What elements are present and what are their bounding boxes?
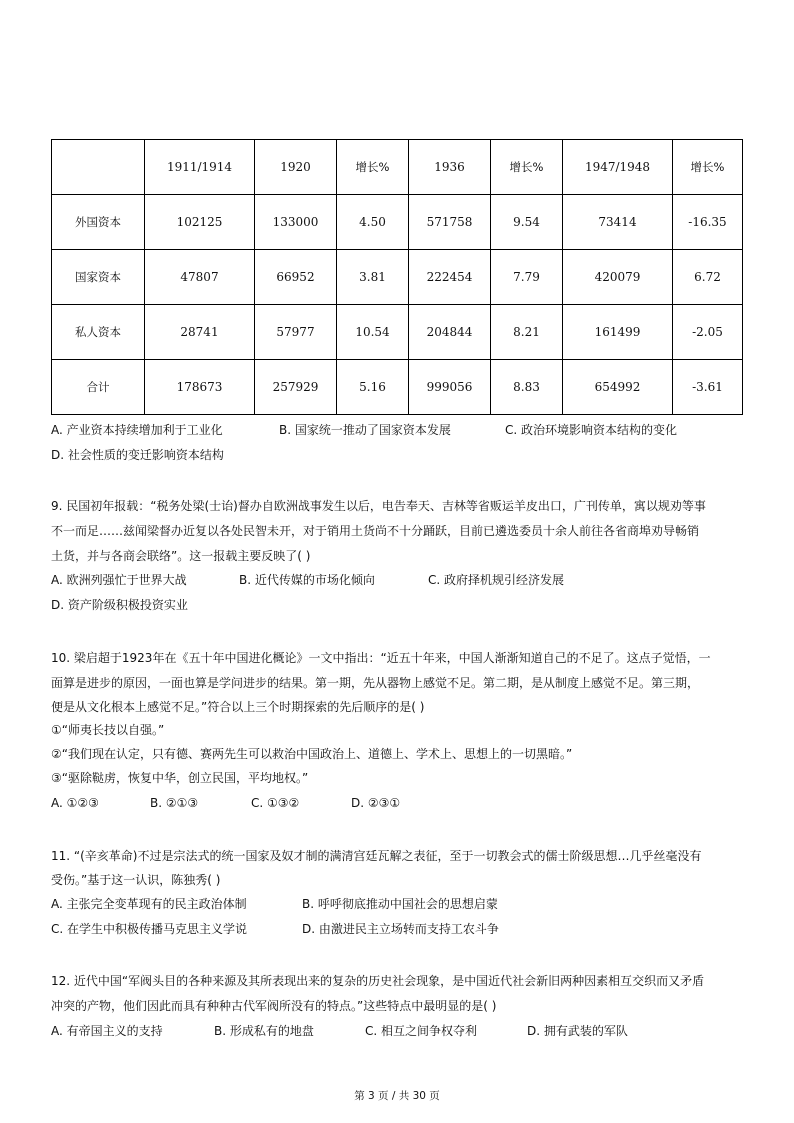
q12-option-c[interactable]: C. 相互之间争权夺利 [365, 1024, 478, 1038]
table-cell: 8.21 [491, 305, 563, 360]
table-cell: 6.72 [673, 250, 743, 305]
table-cell: 1947/1948 [563, 140, 673, 195]
table-cell: 4.50 [337, 195, 409, 250]
table-cell: 571758 [409, 195, 491, 250]
table-row [52, 360, 743, 415]
table-row [52, 250, 743, 305]
table-cell: 7.79 [491, 250, 563, 305]
table-cell: 1911/1914 [145, 140, 255, 195]
q11-option-d[interactable]: D. 由激进民主立场转而支持工农斗争 [302, 922, 499, 936]
table-cell: 外国资本 [52, 195, 145, 250]
table-cell: 28741 [145, 305, 255, 360]
q11-option-c[interactable]: C. 在学生中积极传播马克思主义学说 [51, 922, 248, 936]
table-row [52, 305, 743, 360]
q11-option-a[interactable]: A. 主张完全变革现有的民主政治体制 [51, 897, 247, 911]
q9-option-b[interactable]: B. 近代传媒的市场化倾向 [239, 573, 375, 587]
table-cell: 66952 [255, 250, 337, 305]
table-cell: 9.54 [491, 195, 563, 250]
table-row [52, 195, 743, 250]
table-cell: 257929 [255, 360, 337, 415]
table-cell: 10.54 [337, 305, 409, 360]
q9-option-d[interactable]: D. 资产阶级积极投资实业 [51, 598, 188, 612]
q12-stem-line: 冲突的产物，他们因此而具有种种古代军阀所没有的特点。”这些特点中最明显的是( ) [51, 999, 497, 1013]
table-cell: -16.35 [673, 195, 743, 250]
q10-option-d[interactable]: D. ②③① [351, 796, 401, 810]
q10-stem-line: 便是从文化根本上感觉不足。”符合以上三个时期探索的先后顺序的是( ) [51, 700, 425, 714]
q9-option-c[interactable]: C. 政府择机规引经济发展 [428, 573, 565, 587]
table-cell: -3.61 [673, 360, 743, 415]
q9-option-a[interactable]: A. 欧洲列强忙于世界大战 [51, 573, 187, 587]
table-cell: 私人资本 [52, 305, 145, 360]
q8-option-d[interactable]: D. 社会性质的变迁影响资本结构 [51, 448, 224, 462]
q11-stem-line: 受伤。”基于这一认识，陈独秀( ) [51, 873, 221, 887]
q10-stem-line: 面算是进步的原因，一面也算是学问进步的结果。第一期，先从器物上感觉不足。第二期，是从制度上感觉不足。第三期， [51, 676, 700, 690]
table-cell: 420079 [563, 250, 673, 305]
table-cell: 222454 [409, 250, 491, 305]
q11-stem-line: 11. “(辛亥革命)不过是宗法式的统一国家及奴才制的满清宫廷瓦解之表征，至于一切教会式的儒士阶级思想…几乎丝毫没有 [51, 849, 702, 863]
q9-stem-line: 不一而足……兹闻梁督办近复以各处民智未开，对于销用土货尚不十分踊跃，目前已遴选委员十余人前往各省商埠劝导畅销 [51, 524, 700, 538]
table-header-row [52, 140, 743, 195]
q10-quote-2: ②“我们现在认定，只有德、赛两先生可以救治中国政治上、道德上、学术上、思想上的一切黑暗。” [51, 747, 573, 761]
q9-stem-line: 9. 民国初年报载：“税务处梁(士诒)督办自欧洲战事发生以后，电告奉天、吉林等省贩运羊皮出口，广刊传单，寓以规劝等事 [51, 499, 706, 513]
q12-stem-line: 12. 近代中国“军阀头目的各种来源及其所表现出来的复杂的历史社会现象，是中国近代社会新旧两种因素相互交织而又矛盾 [51, 974, 705, 988]
table-cell: -2.05 [673, 305, 743, 360]
table-cell: 47807 [145, 250, 255, 305]
q10-stem-line: 10. 梁启超于1923年在《五十年中国进化概论》一文中指出：“近五十年来，中国人渐渐知道自己的不足了。这点子觉悟，一 [51, 651, 711, 665]
table-cell: 增长% [491, 140, 563, 195]
table-cell: 102125 [145, 195, 255, 250]
table-cell: 204844 [409, 305, 491, 360]
table-cell: 增长% [673, 140, 743, 195]
table-cell: 57977 [255, 305, 337, 360]
q12-option-a[interactable]: A. 有帝国主义的支持 [51, 1024, 163, 1038]
q10-quote-1: ①“师夷长技以自强。” [51, 723, 165, 737]
table-cell: 999056 [409, 360, 491, 415]
table-cell: 161499 [563, 305, 673, 360]
q8-option-c[interactable]: C. 政治环境影响资本结构的变化 [505, 423, 678, 437]
table-cell: 5.16 [337, 360, 409, 415]
table-cell: 654992 [563, 360, 673, 415]
q8-option-a[interactable]: A. 产业资本持续增加利于工业化 [51, 423, 223, 437]
q8-option-b[interactable]: B. 国家统一推动了国家资本发展 [279, 423, 451, 437]
page-number: 第 3 页 / 共 30 页 [354, 1090, 440, 1102]
q10-option-b[interactable]: B. ②①③ [150, 796, 199, 810]
table-cell: 增长% [337, 140, 409, 195]
table-cell: 3.81 [337, 250, 409, 305]
table-cell: 178673 [145, 360, 255, 415]
table-cell: 国家资本 [52, 250, 145, 305]
table-cell: 1936 [409, 140, 491, 195]
table-cell [52, 140, 145, 195]
q10-option-c[interactable]: C. ①③② [251, 796, 300, 810]
table-cell: 合计 [52, 360, 145, 415]
q12-option-d[interactable]: D. 拥有武装的军队 [527, 1024, 628, 1038]
table-cell: 73414 [563, 195, 673, 250]
q9-stem-line: 土货，并与各商会联络”。这一报载主要反映了( ) [51, 549, 311, 563]
table-cell: 1920 [255, 140, 337, 195]
table-cell: 8.83 [491, 360, 563, 415]
table-cell: 133000 [255, 195, 337, 250]
q11-option-b[interactable]: B. 呼呼彻底推动中国社会的思想启蒙 [302, 897, 498, 911]
q12-option-b[interactable]: B. 形成私有的地盘 [214, 1024, 314, 1038]
q10-quote-3: ③“驱除鞑虏，恢复中华，创立民国，平均地权。” [51, 771, 309, 785]
capital-table [51, 139, 743, 415]
q10-option-a[interactable]: A. ①②③ [51, 796, 99, 810]
